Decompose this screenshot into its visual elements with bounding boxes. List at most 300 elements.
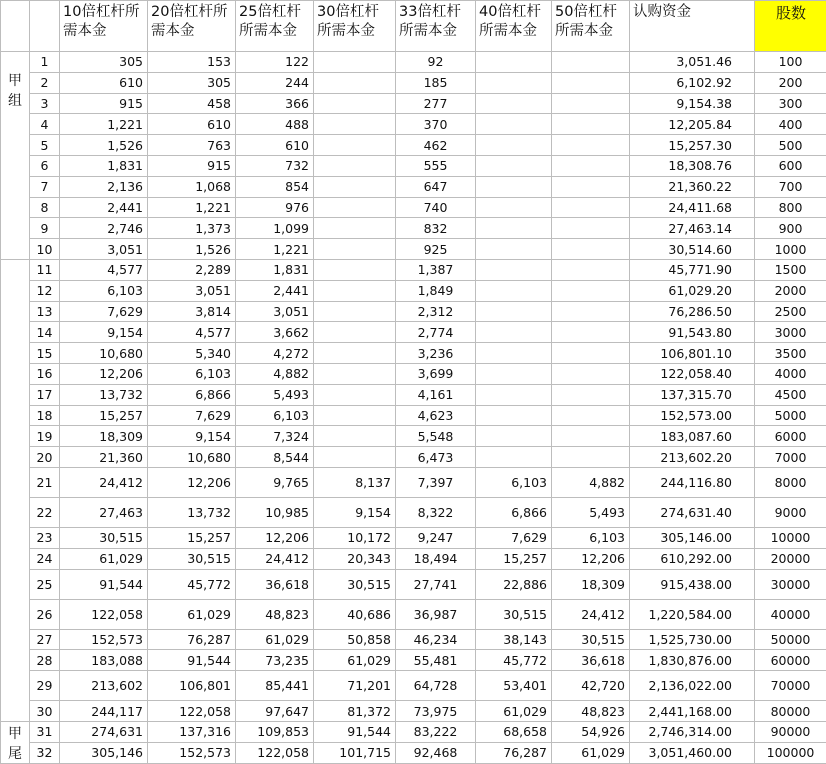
table-row xyxy=(1,569,826,599)
cell-shares: 900 xyxy=(755,218,826,239)
cell-30x: 20,343 xyxy=(314,548,396,569)
cell-33x: 6,473 xyxy=(396,447,476,468)
cell-40x: 61,029 xyxy=(476,701,552,722)
cell-30x xyxy=(314,52,396,73)
cell-40x: 6,103 xyxy=(476,467,552,497)
cell-30x: 71,201 xyxy=(314,671,396,701)
cell-10x: 305,146 xyxy=(60,742,148,763)
table-row xyxy=(1,599,826,629)
cell-20x: 3,051 xyxy=(148,280,236,301)
cell-33x: 4,623 xyxy=(396,405,476,426)
row-number: 25 xyxy=(30,569,60,599)
table-row xyxy=(1,384,826,405)
cell-30x: 61,029 xyxy=(314,650,396,671)
cell-20x: 1,221 xyxy=(148,197,236,218)
cell-30x: 8,137 xyxy=(314,467,396,497)
cell-20x: 305 xyxy=(148,72,236,93)
cell-10x: 3,051 xyxy=(60,239,148,260)
header-30x: 30倍杠杆所需本金 xyxy=(314,1,396,52)
cell-25x: 610 xyxy=(236,135,314,156)
cell-40x xyxy=(476,93,552,114)
cell-40x: 22,886 xyxy=(476,569,552,599)
cell-33x: 8,322 xyxy=(396,497,476,527)
cell-25x: 1,221 xyxy=(236,239,314,260)
table-row xyxy=(1,72,826,93)
cell-subscription-funds: 244,116.80 xyxy=(630,467,755,497)
cell-33x: 1,387 xyxy=(396,259,476,280)
row-number: 30 xyxy=(30,701,60,722)
row-number: 17 xyxy=(30,384,60,405)
table-row xyxy=(1,467,826,497)
cell-shares: 8000 xyxy=(755,467,826,497)
group-label: 甲 尾 xyxy=(1,721,30,763)
cell-10x: 610 xyxy=(60,72,148,93)
cell-subscription-funds: 21,360.22 xyxy=(630,176,755,197)
cell-33x: 925 xyxy=(396,239,476,260)
header-25x: 25倍杠杆所需本金 xyxy=(236,1,314,52)
cell-50x: 5,493 xyxy=(552,497,630,527)
row-number: 13 xyxy=(30,301,60,322)
cell-25x: 4,272 xyxy=(236,343,314,364)
cell-25x: 122,058 xyxy=(236,742,314,763)
cell-33x: 27,741 xyxy=(396,569,476,599)
cell-25x: 488 xyxy=(236,114,314,135)
cell-10x: 30,515 xyxy=(60,527,148,548)
cell-50x xyxy=(552,343,630,364)
row-number: 32 xyxy=(30,742,60,763)
cell-40x xyxy=(476,259,552,280)
cell-10x: 183,088 xyxy=(60,650,148,671)
cell-shares: 30000 xyxy=(755,569,826,599)
row-number: 6 xyxy=(30,155,60,176)
cell-10x: 213,602 xyxy=(60,671,148,701)
cell-40x: 30,515 xyxy=(476,599,552,629)
cell-40x xyxy=(476,135,552,156)
cell-30x xyxy=(314,135,396,156)
cell-30x xyxy=(314,72,396,93)
cell-33x: 3,236 xyxy=(396,343,476,364)
row-number: 4 xyxy=(30,114,60,135)
cell-33x: 555 xyxy=(396,155,476,176)
cell-25x: 7,324 xyxy=(236,426,314,447)
cell-subscription-funds: 91,543.80 xyxy=(630,322,755,343)
cell-25x: 3,051 xyxy=(236,301,314,322)
cell-50x xyxy=(552,426,630,447)
cell-subscription-funds: 610,292.00 xyxy=(630,548,755,569)
cell-33x: 740 xyxy=(396,197,476,218)
row-number: 21 xyxy=(30,467,60,497)
cell-25x: 61,029 xyxy=(236,629,314,650)
cell-20x: 1,526 xyxy=(148,239,236,260)
table-row xyxy=(1,701,826,722)
cell-40x xyxy=(476,384,552,405)
cell-20x: 915 xyxy=(148,155,236,176)
cell-33x: 832 xyxy=(396,218,476,239)
row-number: 10 xyxy=(30,239,60,260)
cell-30x xyxy=(314,197,396,218)
cell-20x: 61,029 xyxy=(148,599,236,629)
cell-40x xyxy=(476,301,552,322)
cell-20x: 15,257 xyxy=(148,527,236,548)
cell-subscription-funds: 106,801.10 xyxy=(630,343,755,364)
cell-subscription-funds: 2,441,168.00 xyxy=(630,701,755,722)
row-number: 23 xyxy=(30,527,60,548)
cell-subscription-funds: 274,631.40 xyxy=(630,497,755,527)
group-label: 甲 组 xyxy=(1,52,30,260)
cell-shares: 1000 xyxy=(755,239,826,260)
cell-10x: 2,136 xyxy=(60,176,148,197)
header-33x: 33倍杠杆所需本金 xyxy=(396,1,476,52)
table-row xyxy=(1,527,826,548)
cell-30x: 40,686 xyxy=(314,599,396,629)
table-row xyxy=(1,218,826,239)
cell-10x: 12,206 xyxy=(60,363,148,384)
cell-10x: 6,103 xyxy=(60,280,148,301)
cell-subscription-funds: 183,087.60 xyxy=(630,426,755,447)
cell-subscription-funds: 27,463.14 xyxy=(630,218,755,239)
cell-10x: 21,360 xyxy=(60,447,148,468)
row-number: 3 xyxy=(30,93,60,114)
cell-50x: 4,882 xyxy=(552,467,630,497)
cell-subscription-funds: 1,525,730.00 xyxy=(630,629,755,650)
cell-50x xyxy=(552,135,630,156)
cell-40x xyxy=(476,218,552,239)
cell-shares: 1500 xyxy=(755,259,826,280)
table-row xyxy=(1,497,826,527)
row-number: 1 xyxy=(30,52,60,73)
cell-40x: 6,866 xyxy=(476,497,552,527)
row-number: 19 xyxy=(30,426,60,447)
cell-20x: 3,814 xyxy=(148,301,236,322)
cell-20x: 6,866 xyxy=(148,384,236,405)
cell-33x: 462 xyxy=(396,135,476,156)
cell-10x: 27,463 xyxy=(60,497,148,527)
cell-33x: 64,728 xyxy=(396,671,476,701)
row-number: 16 xyxy=(30,363,60,384)
cell-50x xyxy=(552,280,630,301)
cell-33x: 1,849 xyxy=(396,280,476,301)
cell-subscription-funds: 2,136,022.00 xyxy=(630,671,755,701)
cell-20x: 13,732 xyxy=(148,497,236,527)
cell-25x: 4,882 xyxy=(236,363,314,384)
cell-30x xyxy=(314,155,396,176)
cell-40x xyxy=(476,405,552,426)
cell-40x xyxy=(476,447,552,468)
cell-30x: 30,515 xyxy=(314,569,396,599)
cell-subscription-funds: 2,746,314.00 xyxy=(630,721,755,742)
header-50x: 50倍杠杆所需本金 xyxy=(552,1,630,52)
cell-33x: 2,312 xyxy=(396,301,476,322)
cell-50x: 36,618 xyxy=(552,650,630,671)
cell-20x: 4,577 xyxy=(148,322,236,343)
cell-10x: 9,154 xyxy=(60,322,148,343)
cell-30x xyxy=(314,384,396,405)
cell-40x xyxy=(476,197,552,218)
cell-40x xyxy=(476,426,552,447)
cell-40x xyxy=(476,155,552,176)
cell-33x: 55,481 xyxy=(396,650,476,671)
cell-subscription-funds: 9,154.38 xyxy=(630,93,755,114)
cell-40x xyxy=(476,322,552,343)
table-row xyxy=(1,114,826,135)
cell-30x xyxy=(314,301,396,322)
cell-33x: 277 xyxy=(396,93,476,114)
cell-20x: 6,103 xyxy=(148,363,236,384)
cell-40x xyxy=(476,363,552,384)
cell-shares: 6000 xyxy=(755,426,826,447)
table-row xyxy=(1,629,826,650)
cell-50x xyxy=(552,447,630,468)
cell-33x: 7,397 xyxy=(396,467,476,497)
cell-50x xyxy=(552,176,630,197)
cell-33x: 4,161 xyxy=(396,384,476,405)
cell-25x: 1,831 xyxy=(236,259,314,280)
cell-25x: 97,647 xyxy=(236,701,314,722)
cell-10x: 1,831 xyxy=(60,155,148,176)
cell-20x: 458 xyxy=(148,93,236,114)
table-row xyxy=(1,721,826,742)
cell-10x: 7,629 xyxy=(60,301,148,322)
cell-20x: 763 xyxy=(148,135,236,156)
cell-shares: 90000 xyxy=(755,721,826,742)
cell-20x: 10,680 xyxy=(148,447,236,468)
row-number: 20 xyxy=(30,447,60,468)
cell-25x: 366 xyxy=(236,93,314,114)
cell-30x xyxy=(314,343,396,364)
cell-50x: 12,206 xyxy=(552,548,630,569)
cell-30x: 10,172 xyxy=(314,527,396,548)
cell-50x: 48,823 xyxy=(552,701,630,722)
cell-subscription-funds: 61,029.20 xyxy=(630,280,755,301)
row-number: 26 xyxy=(30,599,60,629)
cell-40x: 45,772 xyxy=(476,650,552,671)
cell-40x: 76,287 xyxy=(476,742,552,763)
cell-shares: 4500 xyxy=(755,384,826,405)
cell-10x: 61,029 xyxy=(60,548,148,569)
cell-subscription-funds: 24,411.68 xyxy=(630,197,755,218)
cell-33x: 18,494 xyxy=(396,548,476,569)
cell-10x: 244,117 xyxy=(60,701,148,722)
cell-20x: 12,206 xyxy=(148,467,236,497)
cell-50x xyxy=(552,239,630,260)
row-number: 28 xyxy=(30,650,60,671)
row-number: 27 xyxy=(30,629,60,650)
cell-shares: 100 xyxy=(755,52,826,73)
cell-25x: 6,103 xyxy=(236,405,314,426)
cell-33x: 9,247 xyxy=(396,527,476,548)
cell-30x: 91,544 xyxy=(314,721,396,742)
cell-50x xyxy=(552,405,630,426)
cell-20x: 122,058 xyxy=(148,701,236,722)
cell-40x: 53,401 xyxy=(476,671,552,701)
cell-subscription-funds: 152,573.00 xyxy=(630,405,755,426)
cell-25x: 10,985 xyxy=(236,497,314,527)
cell-40x: 38,143 xyxy=(476,629,552,650)
cell-shares: 80000 xyxy=(755,701,826,722)
cell-30x: 81,372 xyxy=(314,701,396,722)
table-row xyxy=(1,363,826,384)
cell-shares: 4000 xyxy=(755,363,826,384)
cell-10x: 91,544 xyxy=(60,569,148,599)
cell-20x: 45,772 xyxy=(148,569,236,599)
cell-50x xyxy=(552,114,630,135)
cell-30x: 101,715 xyxy=(314,742,396,763)
cell-50x xyxy=(552,301,630,322)
table-row xyxy=(1,301,826,322)
cell-subscription-funds: 305,146.00 xyxy=(630,527,755,548)
cell-40x xyxy=(476,343,552,364)
table-row xyxy=(1,343,826,364)
header-20x: 20倍杠杆所需本金 xyxy=(148,1,236,52)
cell-shares: 50000 xyxy=(755,629,826,650)
header-shares: 股数 xyxy=(755,1,826,52)
cell-25x: 8,544 xyxy=(236,447,314,468)
cell-shares: 60000 xyxy=(755,650,826,671)
header-10x: 10倍杠杆所需本金 xyxy=(60,1,148,52)
row-number: 8 xyxy=(30,197,60,218)
header-subscription-funds: 认购资金 xyxy=(630,1,755,52)
cell-50x xyxy=(552,93,630,114)
cell-25x: 24,412 xyxy=(236,548,314,569)
row-number: 11 xyxy=(30,259,60,280)
row-number: 15 xyxy=(30,343,60,364)
cell-40x: 68,658 xyxy=(476,721,552,742)
cell-10x: 274,631 xyxy=(60,721,148,742)
cell-50x: 30,515 xyxy=(552,629,630,650)
cell-50x xyxy=(552,197,630,218)
cell-10x: 13,732 xyxy=(60,384,148,405)
cell-10x: 122,058 xyxy=(60,599,148,629)
cell-30x xyxy=(314,218,396,239)
cell-25x: 12,206 xyxy=(236,527,314,548)
cell-subscription-funds: 3,051,460.00 xyxy=(630,742,755,763)
table-row xyxy=(1,52,826,73)
cell-33x: 73,975 xyxy=(396,701,476,722)
cell-shares: 200 xyxy=(755,72,826,93)
cell-40x xyxy=(476,280,552,301)
cell-subscription-funds: 137,315.70 xyxy=(630,384,755,405)
cell-subscription-funds: 122,058.40 xyxy=(630,363,755,384)
cell-50x: 54,926 xyxy=(552,721,630,742)
header-row xyxy=(1,1,826,52)
cell-shares: 70000 xyxy=(755,671,826,701)
cell-shares: 800 xyxy=(755,197,826,218)
cell-30x xyxy=(314,447,396,468)
cell-shares: 100000 xyxy=(755,742,826,763)
cell-25x: 73,235 xyxy=(236,650,314,671)
cell-20x: 137,316 xyxy=(148,721,236,742)
cell-33x: 185 xyxy=(396,72,476,93)
cell-50x xyxy=(552,322,630,343)
cell-20x: 106,801 xyxy=(148,671,236,701)
header-number-blank xyxy=(30,1,60,52)
cell-subscription-funds: 3,051.46 xyxy=(630,52,755,73)
cell-33x: 370 xyxy=(396,114,476,135)
cell-10x: 4,577 xyxy=(60,259,148,280)
row-number: 24 xyxy=(30,548,60,569)
cell-10x: 305 xyxy=(60,52,148,73)
cell-shares: 300 xyxy=(755,93,826,114)
cell-40x xyxy=(476,114,552,135)
table-row xyxy=(1,322,826,343)
row-number: 22 xyxy=(30,497,60,527)
cell-20x: 91,544 xyxy=(148,650,236,671)
cell-25x: 36,618 xyxy=(236,569,314,599)
cell-30x xyxy=(314,322,396,343)
cell-shares: 600 xyxy=(755,155,826,176)
cell-10x: 915 xyxy=(60,93,148,114)
table-row xyxy=(1,197,826,218)
cell-shares: 40000 xyxy=(755,599,826,629)
group-label xyxy=(1,259,30,721)
cell-50x xyxy=(552,384,630,405)
cell-50x: 61,029 xyxy=(552,742,630,763)
cell-25x: 976 xyxy=(236,197,314,218)
cell-30x: 50,858 xyxy=(314,629,396,650)
cell-subscription-funds: 15,257.30 xyxy=(630,135,755,156)
table-row xyxy=(1,259,826,280)
cell-10x: 2,746 xyxy=(60,218,148,239)
cell-20x: 9,154 xyxy=(148,426,236,447)
cell-shares: 700 xyxy=(755,176,826,197)
cell-25x: 854 xyxy=(236,176,314,197)
row-number: 12 xyxy=(30,280,60,301)
cell-33x: 36,987 xyxy=(396,599,476,629)
cell-33x: 3,699 xyxy=(396,363,476,384)
row-number: 2 xyxy=(30,72,60,93)
cell-50x xyxy=(552,72,630,93)
header-40x: 40倍杠杆所需本金 xyxy=(476,1,552,52)
cell-50x xyxy=(552,259,630,280)
table-row xyxy=(1,93,826,114)
cell-20x: 76,287 xyxy=(148,629,236,650)
cell-20x: 610 xyxy=(148,114,236,135)
cell-30x xyxy=(314,176,396,197)
table-row xyxy=(1,548,826,569)
cell-shares: 9000 xyxy=(755,497,826,527)
cell-subscription-funds: 12,205.84 xyxy=(630,114,755,135)
cell-20x: 2,289 xyxy=(148,259,236,280)
cell-40x xyxy=(476,72,552,93)
cell-50x xyxy=(552,363,630,384)
cell-shares: 400 xyxy=(755,114,826,135)
cell-25x: 5,493 xyxy=(236,384,314,405)
cell-50x: 18,309 xyxy=(552,569,630,599)
cell-50x: 24,412 xyxy=(552,599,630,629)
cell-33x: 92 xyxy=(396,52,476,73)
cell-10x: 2,441 xyxy=(60,197,148,218)
cell-25x: 109,853 xyxy=(236,721,314,742)
cell-50x xyxy=(552,155,630,176)
header-group-blank xyxy=(1,1,30,52)
cell-33x: 5,548 xyxy=(396,426,476,447)
table-row xyxy=(1,742,826,763)
cell-30x xyxy=(314,363,396,384)
cell-50x: 42,720 xyxy=(552,671,630,701)
cell-subscription-funds: 45,771.90 xyxy=(630,259,755,280)
table-row xyxy=(1,155,826,176)
cell-20x: 7,629 xyxy=(148,405,236,426)
cell-20x: 153 xyxy=(148,52,236,73)
cell-40x: 7,629 xyxy=(476,527,552,548)
cell-subscription-funds: 1,220,584.00 xyxy=(630,599,755,629)
cell-50x xyxy=(552,218,630,239)
cell-20x: 1,373 xyxy=(148,218,236,239)
cell-40x xyxy=(476,52,552,73)
cell-30x xyxy=(314,114,396,135)
cell-30x xyxy=(314,426,396,447)
table-row xyxy=(1,239,826,260)
